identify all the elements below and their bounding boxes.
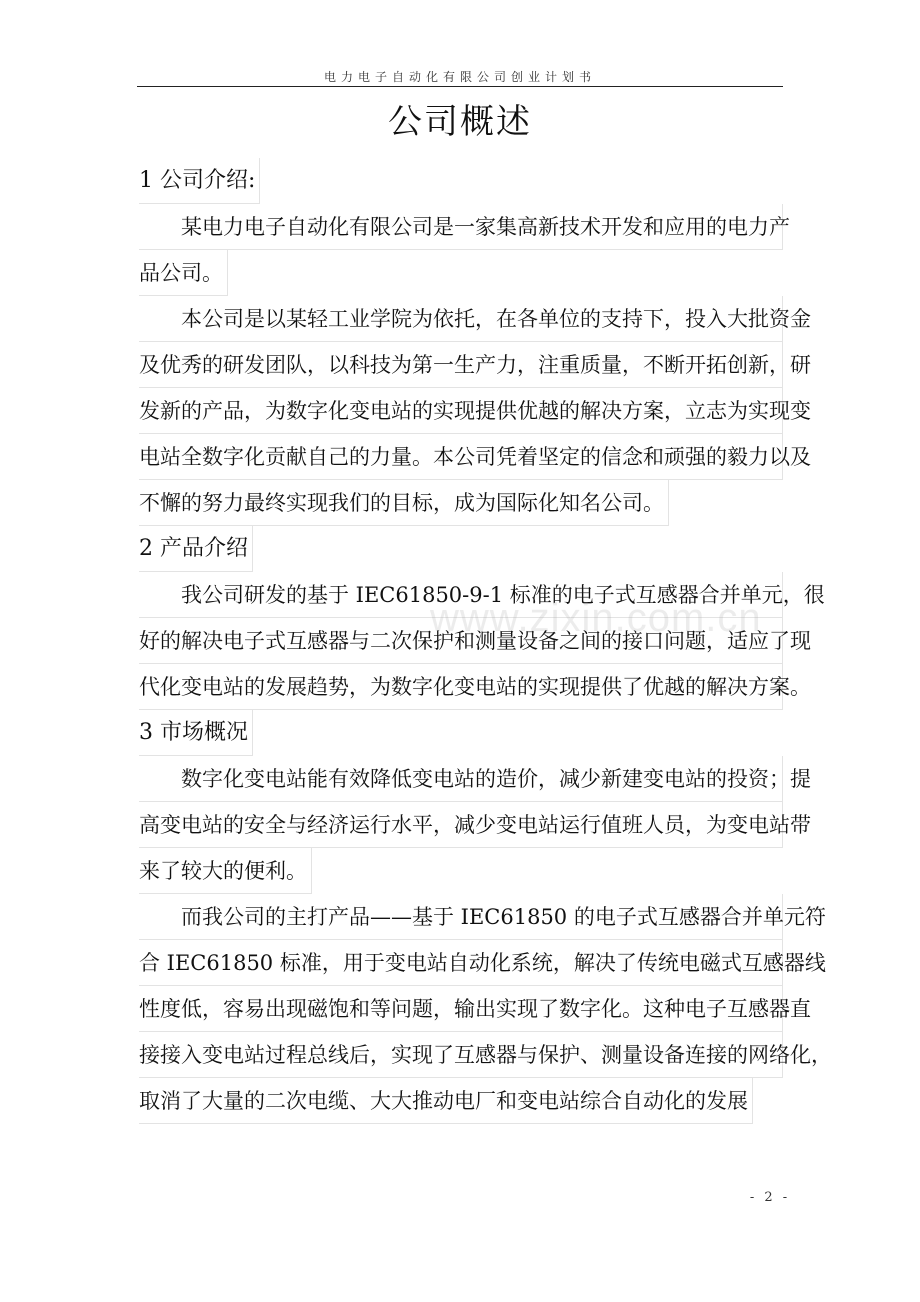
section-heading: 2 产品介绍 xyxy=(139,526,253,572)
text-line: 及优秀的研发团队，以科技为第一生产力，注重质量，不断开拓创新，研 xyxy=(139,342,783,388)
text-line: 而我公司的主打产品——基于 IEC61850 的电子式互感器合并单元符 xyxy=(139,894,783,940)
text-line: 接接入变电站过程总线后，实现了互感器与保护、测量设备连接的网络化， xyxy=(139,1032,783,1078)
text-line: 品公司。 xyxy=(139,250,228,296)
text-line: 数字化变电站能有效降低变电站的造价，减少新建变电站的投资；提 xyxy=(139,756,783,802)
section-heading-row xyxy=(139,526,785,572)
header-rule xyxy=(137,86,783,87)
text-line-row xyxy=(139,1078,785,1124)
text-line: 取消了大量的二次电缆、大大推动电厂和变电站综合自动化的发展 xyxy=(139,1078,753,1124)
section-heading: 1 公司介绍: xyxy=(139,158,260,204)
text-line: 我公司研发的基于 IEC61850-9-1 标准的电子式互感器合并单元，很 xyxy=(139,572,783,618)
page-number: - 2 - xyxy=(749,1190,791,1205)
section-heading-row xyxy=(139,710,785,756)
text-line: 发新的产品，为数字化变电站的实现提供优越的解决方案，立志为实现变 xyxy=(139,388,783,434)
text-line: 来了较大的便利。 xyxy=(139,848,312,894)
text-line-row xyxy=(139,848,785,894)
text-line: 不懈的努力最终实现我们的目标，成为国际化知名公司。 xyxy=(139,480,669,526)
text-line: 某电力电子自动化有限公司是一家集高新技术开发和应用的电力产 xyxy=(139,204,783,250)
text-line: 电站全数字化贡献自己的力量。本公司凭着坚定的信念和顽强的毅力以及 xyxy=(139,434,783,480)
watermark: www.zixin.com.cn xyxy=(430,596,762,640)
page-title: 公司概述 xyxy=(388,102,532,142)
text-line: 代化变电站的发展趋势，为数字化变电站的实现提供了优越的解决方案。 xyxy=(139,664,783,710)
text-line: 本公司是以某轻工业学院为依托，在各单位的支持下，投入大批资金 xyxy=(139,296,783,342)
section-heading: 3 市场概况 xyxy=(139,710,253,756)
document-body xyxy=(139,158,832,1124)
running-header: 电力电子自动化有限公司创业计划书 xyxy=(323,70,596,84)
text-line: 高变电站的安全与经济运行水平，减少变电站运行值班人员，为变电站带 xyxy=(139,802,783,848)
text-line-row xyxy=(139,250,785,296)
text-line: 性度低，容易出现磁饱和等问题，输出实现了数字化。这种电子互感器直 xyxy=(139,986,783,1032)
text-line: 合 IEC61850 标准，用于变电站自动化系统，解决了传统电磁式互感器线 xyxy=(139,940,783,986)
section-heading-row xyxy=(139,158,785,204)
text-line-row xyxy=(139,480,785,526)
text-line: 好的解决电子式互感器与二次保护和测量设备之间的接口问题，适应了现 xyxy=(139,618,783,664)
